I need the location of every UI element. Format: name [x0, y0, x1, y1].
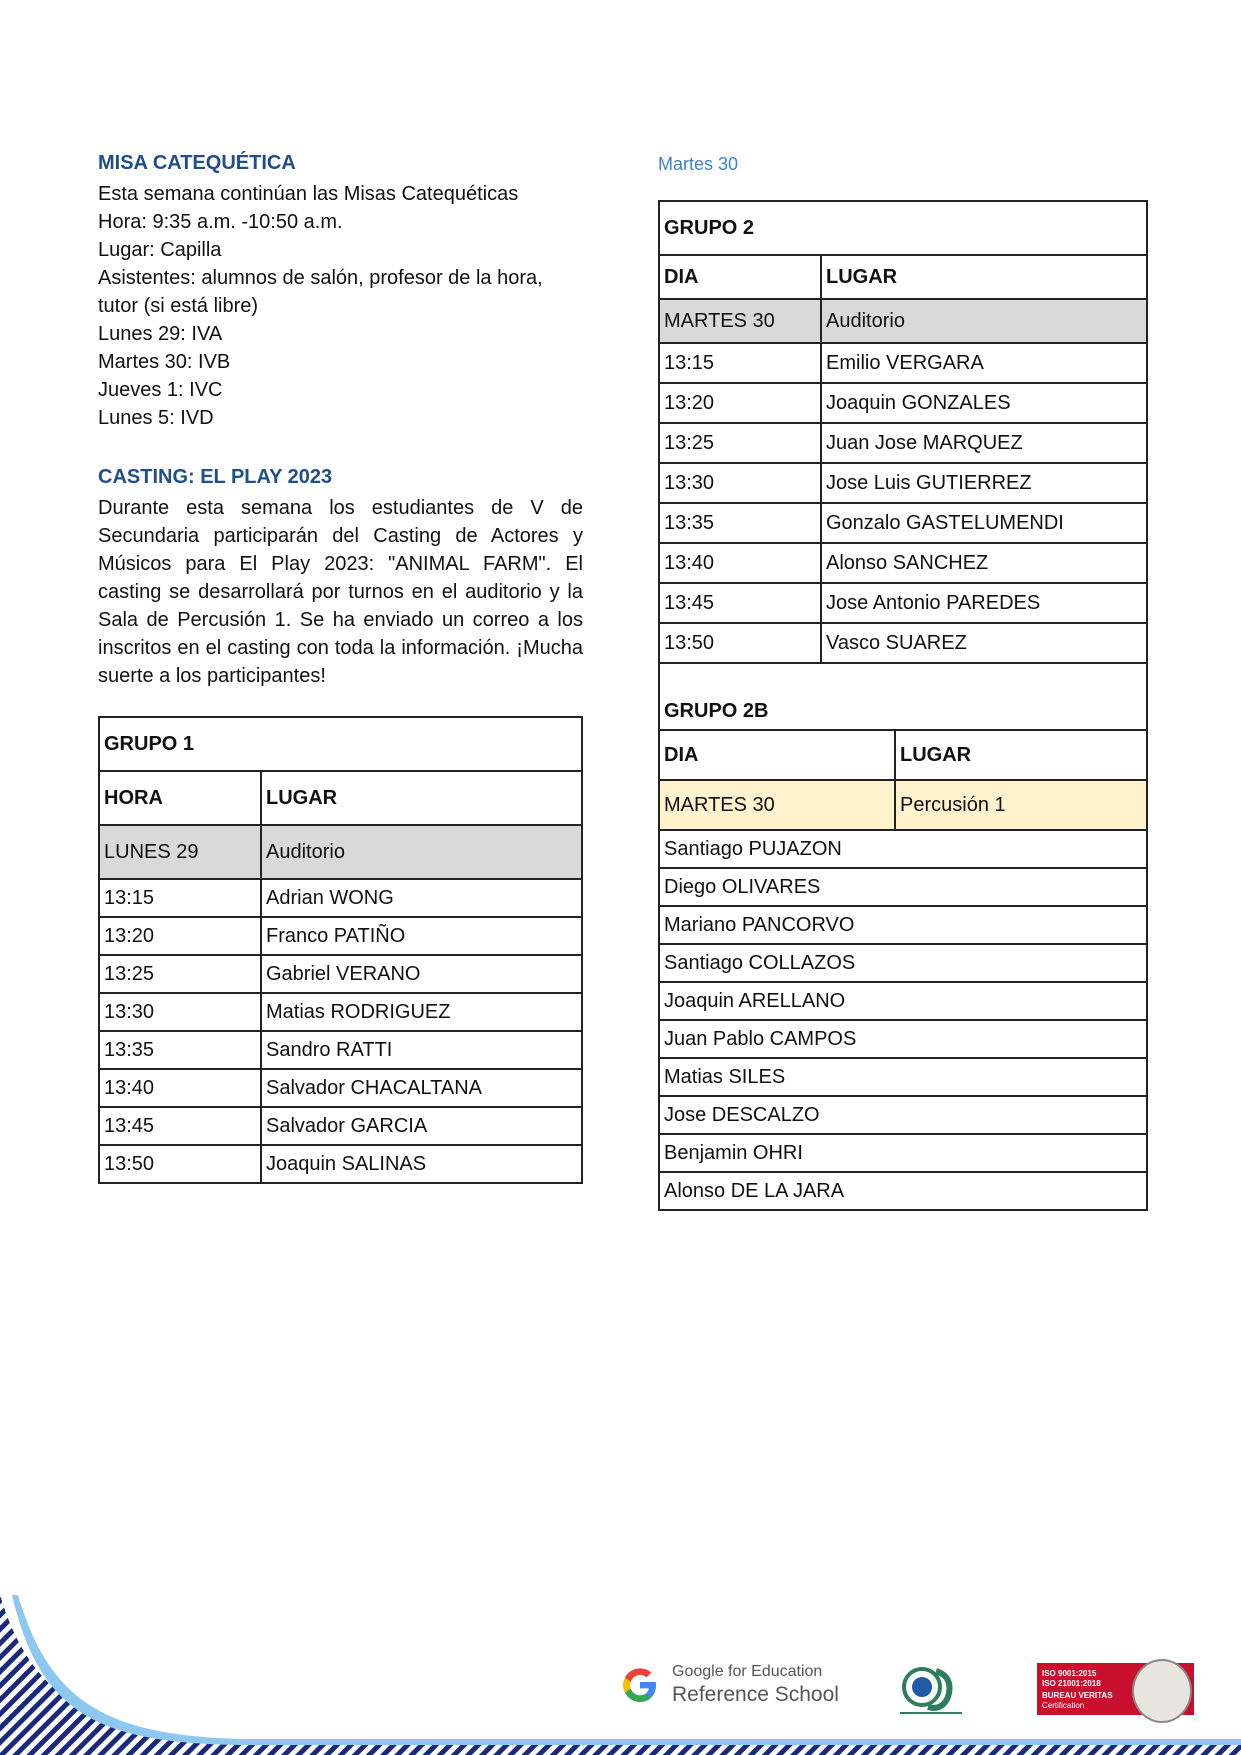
time-cell: 13:30 [659, 463, 821, 503]
time-cell: 13:20 [99, 917, 261, 955]
left-column [98, 150, 583, 1184]
time-cell: 13:45 [99, 1107, 261, 1145]
name-cell: Benjamin OHRI [659, 1134, 1147, 1172]
time-cell: 13:35 [99, 1031, 261, 1069]
footer-logos [620, 1655, 1200, 1735]
misa-title: MISA CATEQUÉTICA [98, 152, 296, 174]
right-column [658, 150, 1148, 1211]
table-row [659, 543, 1147, 583]
name-cell: Gonzalo GASTELUMENDI [821, 503, 1147, 543]
name-cell: Diego OLIVARES [659, 868, 1147, 906]
grupo1-col-hora: HORA [99, 771, 261, 825]
time-cell: 13:15 [99, 879, 261, 917]
misa-line: Lunes 5: IVD [98, 407, 214, 429]
misa-line: Jueves 1: IVC [98, 379, 223, 401]
grupo2-title: GRUPO 2 [659, 201, 1147, 255]
name-cell: Emilio VERGARA [821, 343, 1147, 383]
grupo2b-place: Percusión 1 [895, 780, 1147, 830]
grupo2b-table [658, 662, 1148, 1211]
table-row [659, 423, 1147, 463]
grupo1-col-lugar: LUGAR [261, 771, 582, 825]
name-cell: Franco PATIÑO [261, 917, 582, 955]
name-cell: Santiago COLLAZOS [659, 944, 1147, 982]
grupo1-day: LUNES 29 [99, 825, 261, 879]
name-cell: Gabriel VERANO [261, 955, 582, 993]
name-cell: Jose DESCALZO [659, 1096, 1147, 1134]
list-item [659, 1172, 1147, 1210]
list-item [659, 830, 1147, 868]
list-item [659, 982, 1147, 1020]
table-row [99, 1069, 582, 1107]
name-cell: Juan Jose MARQUEZ [821, 423, 1147, 463]
table-row [659, 463, 1147, 503]
misa-line: tutor (si está libre) [98, 295, 259, 317]
name-cell: Mariano PANCORVO [659, 906, 1147, 944]
list-item [659, 906, 1147, 944]
name-cell: Sandro RATTI [261, 1031, 582, 1069]
misa-line: Asistentes: alumnos de salón, profesor de la hora, [98, 267, 543, 289]
pacto-educativo-logo [892, 1657, 970, 1717]
bv-line: BUREAU VERITAS [1042, 1691, 1113, 1700]
right-title: Martes 30 [658, 154, 739, 174]
grupo2-col-lugar: LUGAR [821, 255, 1147, 299]
list-item [659, 868, 1147, 906]
grupo2-day: MARTES 30 [659, 299, 821, 343]
time-cell: 13:20 [659, 383, 821, 423]
grupo2b-title: GRUPO 2B [659, 662, 1147, 730]
bv-line: ISO 9001:2015 [1042, 1669, 1097, 1678]
table-row [99, 955, 582, 993]
casting-paragraph: Durante esta semana los estudiantes de V de Secundaria participarán del Casting de Actores y Músicos para El Play 2023: "ANIMAL FARM". El casting se desarrollará por turnos en el auditorio y la Sala de Percusión 1. Se ha enviado un correo a los inscritos en el casting con toda la información. ¡Mucha suerte a los participantes! [98, 497, 583, 687]
list-item [659, 1134, 1147, 1172]
google-g-icon [620, 1665, 660, 1705]
name-cell: Jose Antonio PAREDES [821, 583, 1147, 623]
time-cell: 13:45 [659, 583, 821, 623]
time-cell: 13:50 [99, 1145, 261, 1183]
name-cell: Alonso SANCHEZ [821, 543, 1147, 583]
name-cell: Jose Luis GUTIERREZ [821, 463, 1147, 503]
table-row [99, 879, 582, 917]
time-cell: 13:50 [659, 623, 821, 663]
time-cell: 13:35 [659, 503, 821, 543]
misa-line: Lugar: Capilla [98, 239, 222, 261]
bv-line: ISO 21001:2018 [1042, 1679, 1101, 1688]
misa-line: Esta semana continúan las Misas Catequéticas [98, 183, 519, 205]
table-row [659, 623, 1147, 663]
time-cell: 13:25 [99, 955, 261, 993]
list-item [659, 1058, 1147, 1096]
name-cell: Adrian WONG [261, 879, 582, 917]
table-row [659, 503, 1147, 543]
name-cell: Santiago PUJAZON [659, 830, 1147, 868]
grupo2-col-dia: DIA [659, 255, 821, 299]
bv-line: Certification [1042, 1701, 1085, 1710]
time-cell: 13:25 [659, 423, 821, 463]
grupo1-table [98, 716, 583, 1184]
list-item [659, 944, 1147, 982]
name-cell: Matias RODRIGUEZ [261, 993, 582, 1031]
grupo2b-col-lugar: LUGAR [895, 730, 1147, 780]
name-cell: Matias SILES [659, 1058, 1147, 1096]
google-text-line2: Reference School [672, 1683, 839, 1706]
misa-line: Lunes 29: IVA [98, 323, 223, 345]
table-row [99, 1031, 582, 1069]
time-cell: 13:30 [99, 993, 261, 1031]
time-cell: 13:40 [659, 543, 821, 583]
table-row [659, 343, 1147, 383]
name-cell: Joaquin ARELLANO [659, 982, 1147, 1020]
table-row [99, 917, 582, 955]
name-cell: Salvador CHACALTANA [261, 1069, 582, 1107]
name-cell: Vasco SUAREZ [821, 623, 1147, 663]
table-row [99, 1145, 582, 1183]
grupo1-place: Auditorio [261, 825, 582, 879]
misa-lines [98, 180, 583, 432]
casting-title: CASTING: EL PLAY 2023 [98, 466, 333, 488]
misa-line: Hora: 9:35 a.m. -10:50 a.m. [98, 211, 343, 233]
misa-line: Martes 30: IVB [98, 351, 231, 373]
name-cell: Joaquin SALINAS [261, 1145, 582, 1183]
name-cell: Salvador GARCIA [261, 1107, 582, 1145]
table-row [99, 1107, 582, 1145]
table-row [659, 583, 1147, 623]
bv-seal-icon [1132, 1659, 1192, 1723]
time-cell: 13:15 [659, 343, 821, 383]
google-text-line1: Google for Education [672, 1663, 823, 1680]
name-cell: Joaquin GONZALES [821, 383, 1147, 423]
name-cell: Juan Pablo CAMPOS [659, 1020, 1147, 1058]
table-row [99, 993, 582, 1031]
grupo2b-day: MARTES 30 [659, 780, 895, 830]
time-cell: 13:40 [99, 1069, 261, 1107]
table-row [659, 383, 1147, 423]
name-cell: Alonso DE LA JARA [659, 1172, 1147, 1210]
bureau-veritas-logo [1037, 1663, 1194, 1715]
grupo1-title: GRUPO 1 [99, 717, 582, 771]
grupo2b-col-dia: DIA [659, 730, 895, 780]
list-item [659, 1020, 1147, 1058]
grupo2-table [658, 200, 1148, 664]
grupo2-place: Auditorio [821, 299, 1147, 343]
list-item [659, 1096, 1147, 1134]
